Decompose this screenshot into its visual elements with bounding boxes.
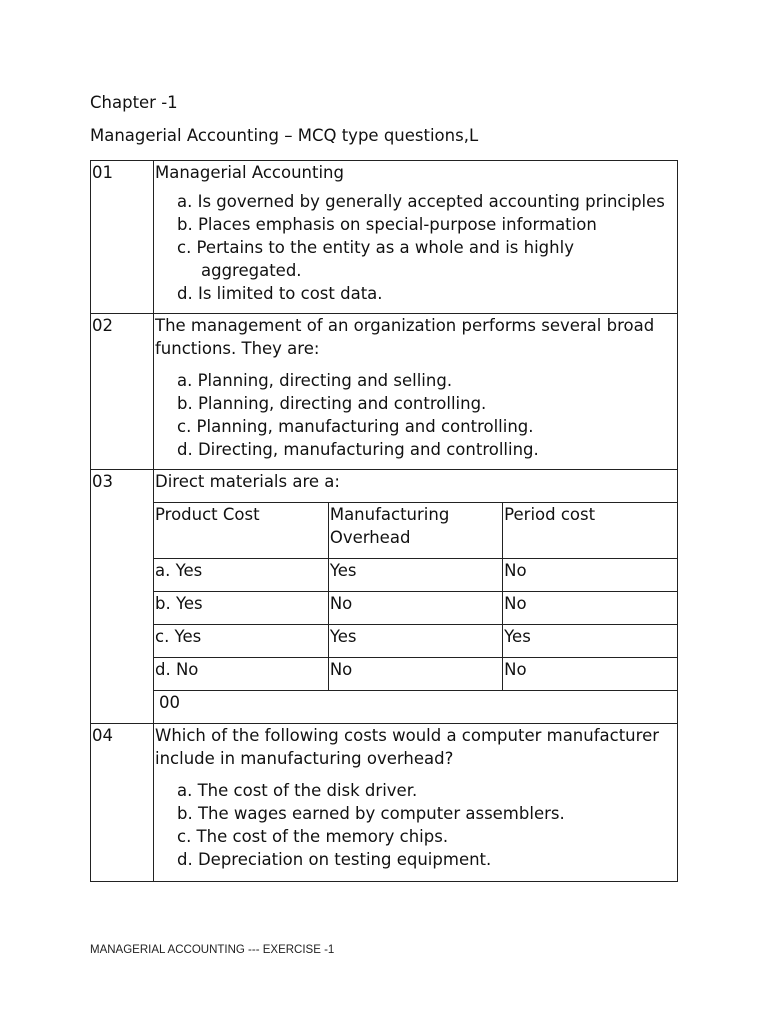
- grid-row: [154, 658, 677, 691]
- question-text-row: [154, 470, 677, 503]
- options-list: [155, 190, 677, 305]
- question-text: Managerial Accounting: [155, 163, 344, 182]
- option-a: a. Planning, directing and selling.: [177, 371, 453, 390]
- grid-cell: No: [328, 592, 502, 625]
- column-header-product-cost: Product Cost: [154, 503, 328, 559]
- grid-cell: Yes: [328, 625, 502, 658]
- question-cell: [154, 314, 678, 470]
- grid-cell: No: [328, 658, 502, 691]
- option-c: c. Planning, manufacturing and controlling.: [177, 417, 534, 436]
- grid-row: [154, 559, 677, 592]
- option-d: d. Is limited to cost data.: [177, 284, 383, 303]
- question-cell: [154, 161, 678, 314]
- option-b: b. The wages earned by computer assemblers.: [177, 804, 565, 823]
- question-text: The management of an organization performs several broad functions. They are:: [155, 316, 655, 358]
- options-list: [155, 369, 677, 461]
- column-header-manufacturing-overhead: Manufacturing Overhead: [328, 503, 502, 559]
- options-list: [155, 779, 677, 871]
- option-a: a. The cost of the disk driver.: [177, 781, 418, 800]
- question-number: 01: [91, 161, 154, 314]
- question-number: 04: [91, 724, 154, 882]
- option-d: d. Depreciation on testing equipment.: [177, 850, 492, 869]
- question-row-02: [91, 314, 678, 470]
- grid-cell-option: a. Yes: [154, 559, 328, 592]
- question-cell: [154, 470, 678, 724]
- question-row-04: [91, 724, 678, 882]
- question-text: Direct materials are a:: [154, 470, 677, 503]
- option-d: d. Directing, manufacturing and controlling.: [177, 440, 539, 459]
- grid-header-row: [154, 503, 677, 559]
- question-number: 02: [91, 314, 154, 470]
- grid-cell: No: [503, 658, 677, 691]
- column-header-period-cost: Period cost: [503, 503, 677, 559]
- questions-table: [90, 160, 678, 882]
- grid-row: [154, 625, 677, 658]
- chapter-heading: Chapter -1: [90, 93, 178, 112]
- grid-cell: No: [503, 592, 677, 625]
- question-row-01: [91, 161, 678, 314]
- grid-footer-row: [154, 691, 677, 724]
- option-a: a. Is governed by generally accepted accounting principles: [177, 192, 665, 211]
- question-cell: [154, 724, 678, 882]
- page-footer: MANAGERIAL ACCOUNTING --- EXERCISE -1: [90, 944, 335, 956]
- grid-cell: No: [503, 559, 677, 592]
- grid-cell-option: c. Yes: [154, 625, 328, 658]
- grid-row: [154, 592, 677, 625]
- grid-cell-option: b. Yes: [154, 592, 328, 625]
- question-row-03: [91, 470, 678, 724]
- grid-cell-option: d. No: [154, 658, 328, 691]
- option-c: c. The cost of the memory chips.: [177, 827, 449, 846]
- document-subtitle: Managerial Accounting – MCQ type questions,L: [90, 126, 479, 145]
- answer-grid: [154, 470, 677, 723]
- option-b: b. Planning, directing and controlling.: [177, 394, 487, 413]
- grid-footer-text: 00: [154, 691, 677, 724]
- question-text: Which of the following costs would a computer manufacturer include in manufacturing overhead?: [155, 726, 659, 768]
- option-b: b. Places emphasis on special-purpose information: [177, 215, 597, 234]
- grid-cell: Yes: [328, 559, 502, 592]
- grid-cell: Yes: [503, 625, 677, 658]
- question-number: 03: [91, 470, 154, 724]
- option-c: c. Pertains to the entity as a whole and is highly aggregated.: [177, 238, 574, 280]
